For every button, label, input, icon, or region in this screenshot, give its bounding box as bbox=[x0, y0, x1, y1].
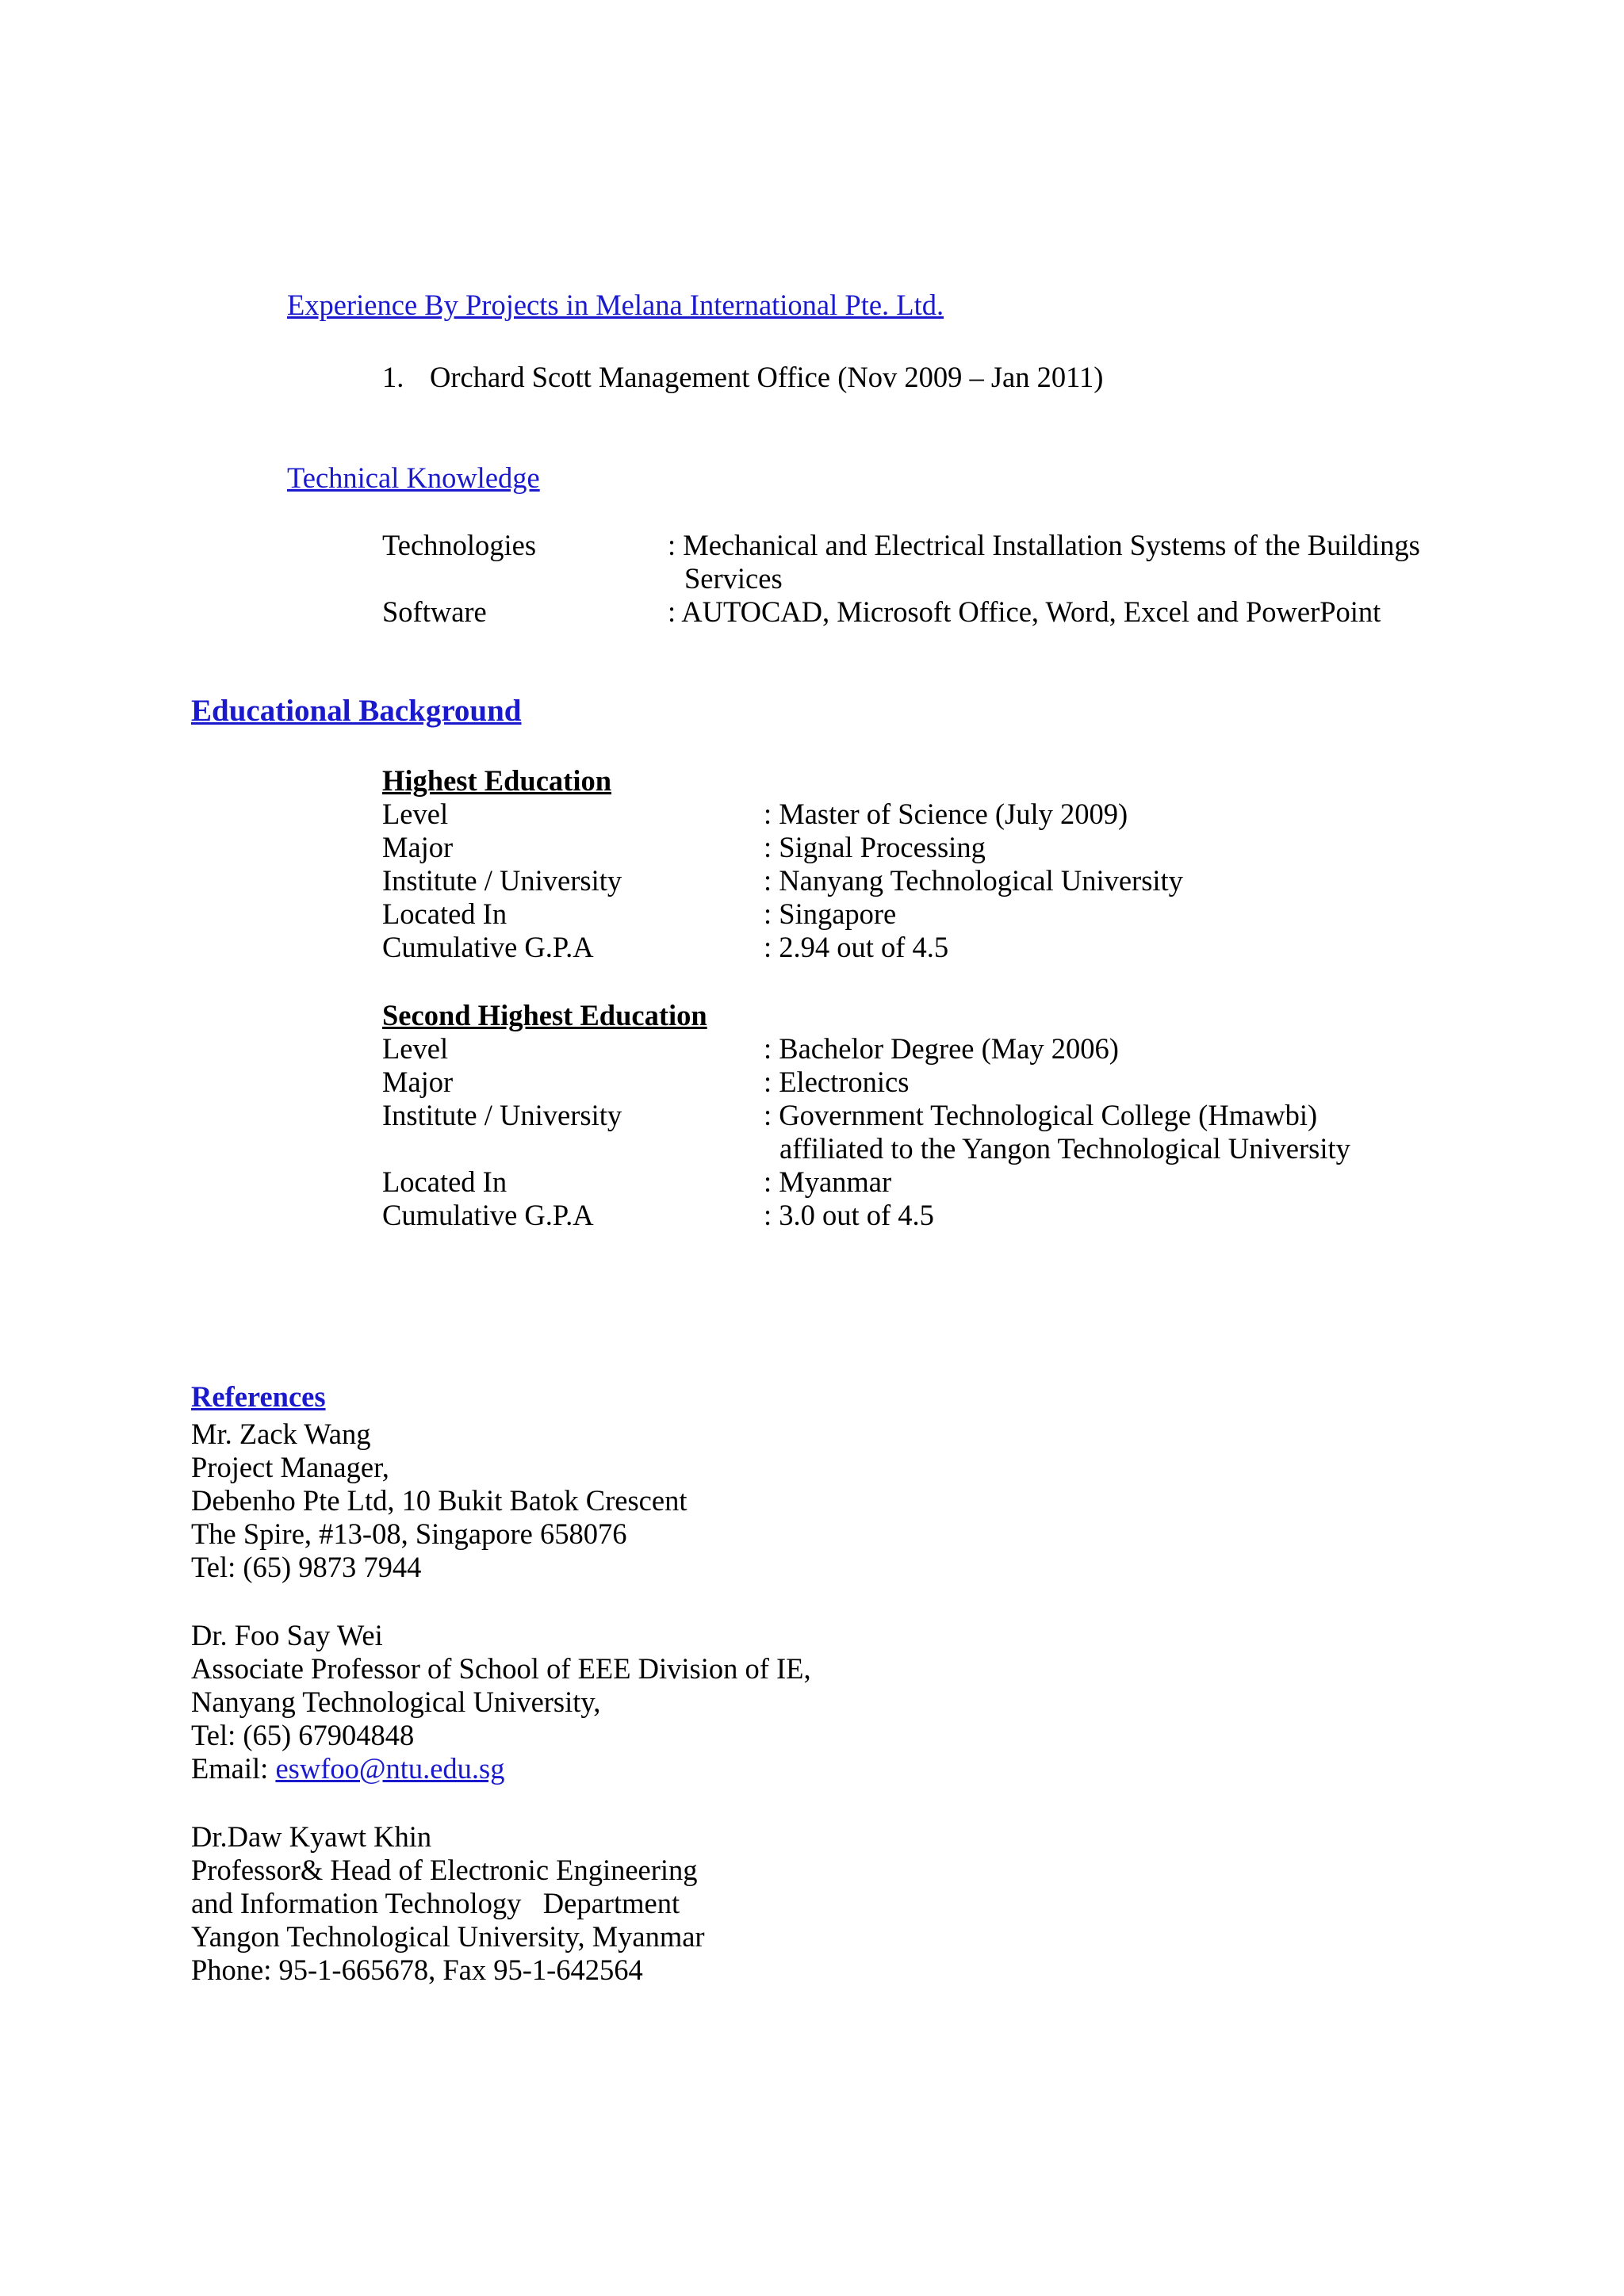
experience-item-number: 1. bbox=[382, 361, 404, 393]
second-label-located: Located In bbox=[382, 1165, 508, 1198]
highest-label-gpa: Cumulative G.P.A bbox=[382, 931, 594, 963]
references-heading[interactable]: References bbox=[191, 1380, 326, 1413]
technical-heading[interactable]: Technical Knowledge bbox=[287, 461, 540, 494]
ref3-name: Dr.Daw Kyawt Khin bbox=[191, 1820, 432, 1853]
ref2-email-label: Email: bbox=[191, 1752, 276, 1785]
experience-heading[interactable]: Experience By Projects in Melana International Pte. Ltd. bbox=[287, 289, 944, 321]
highest-value-institute: : Nanyang Technological University bbox=[764, 864, 1183, 897]
second-value-located: : Myanmar bbox=[764, 1165, 892, 1198]
ref3-phone-fax: Phone: 95-1-665678, Fax 95-1-642564 bbox=[191, 1954, 643, 1986]
highest-label-located: Located In bbox=[382, 897, 508, 930]
second-label-gpa: Cumulative G.P.A bbox=[382, 1199, 594, 1231]
ref3-title: Professor& Head of Electronic Engineering bbox=[191, 1854, 698, 1886]
technical-value-technologies-cont: Services bbox=[684, 562, 783, 595]
ref1-name: Mr. Zack Wang bbox=[191, 1418, 371, 1450]
second-value-major: : Electronics bbox=[764, 1066, 910, 1098]
ref2-email-line bbox=[191, 1753, 505, 1785]
ref2-name: Dr. Foo Say Wei bbox=[191, 1619, 383, 1651]
second-label-institute: Institute / University bbox=[382, 1099, 622, 1131]
technical-value-technologies: : Mechanical and Electrical Installation Systems of the Buildings bbox=[668, 529, 1420, 561]
technical-value-software: : AUTOCAD, Microsoft Office, Word, Excel and PowerPoint bbox=[668, 595, 1381, 628]
highest-value-located: : Singapore bbox=[764, 897, 897, 930]
highest-label-major: Major bbox=[382, 831, 454, 863]
highest-label-institute: Institute / University bbox=[382, 864, 622, 897]
ref3-department: and Information Technology Department bbox=[191, 1887, 680, 1919]
ref2-tel: Tel: (65) 67904848 bbox=[191, 1719, 415, 1751]
highest-value-gpa: : 2.94 out of 4.5 bbox=[764, 931, 949, 963]
education-heading[interactable]: Educational Background bbox=[191, 694, 522, 728]
ref2-organization: Nanyang Technological University, bbox=[191, 1686, 601, 1718]
ref2-email-link[interactable]: eswfoo@ntu.edu.sg bbox=[275, 1752, 505, 1785]
second-value-institute-cont: affiliated to the Yangon Technological University bbox=[779, 1132, 1350, 1165]
second-value-institute: : Government Technological College (Hmawbi) bbox=[764, 1099, 1318, 1131]
highest-value-major: : Signal Processing bbox=[764, 831, 986, 863]
highest-value-level: : Master of Science (July 2009) bbox=[764, 798, 1128, 830]
second-label-major: Major bbox=[382, 1066, 454, 1098]
ref1-company: Debenho Pte Ltd, 10 Bukit Batok Crescent bbox=[191, 1484, 688, 1517]
ref3-organization: Yangon Technological University, Myanmar bbox=[191, 1920, 705, 1953]
ref1-title: Project Manager, bbox=[191, 1451, 389, 1483]
highest-label-level: Level bbox=[382, 798, 449, 830]
second-label-level: Level bbox=[382, 1032, 449, 1065]
second-value-level: : Bachelor Degree (May 2006) bbox=[764, 1032, 1119, 1065]
technical-label-software: Software bbox=[382, 595, 487, 628]
ref1-address: The Spire, #13-08, Singapore 658076 bbox=[191, 1517, 627, 1550]
ref1-tel: Tel: (65) 9873 7944 bbox=[191, 1551, 422, 1583]
second-education-title: Second Highest Education bbox=[382, 999, 707, 1031]
experience-item-text: Orchard Scott Management Office (Nov 2009 – Jan 2011) bbox=[430, 361, 1104, 393]
highest-education-title: Highest Education bbox=[382, 764, 612, 797]
technical-label-technologies: Technologies bbox=[382, 529, 537, 561]
ref2-title: Associate Professor of School of EEE Division of IE, bbox=[191, 1652, 811, 1685]
second-value-gpa: : 3.0 out of 4.5 bbox=[764, 1199, 934, 1231]
